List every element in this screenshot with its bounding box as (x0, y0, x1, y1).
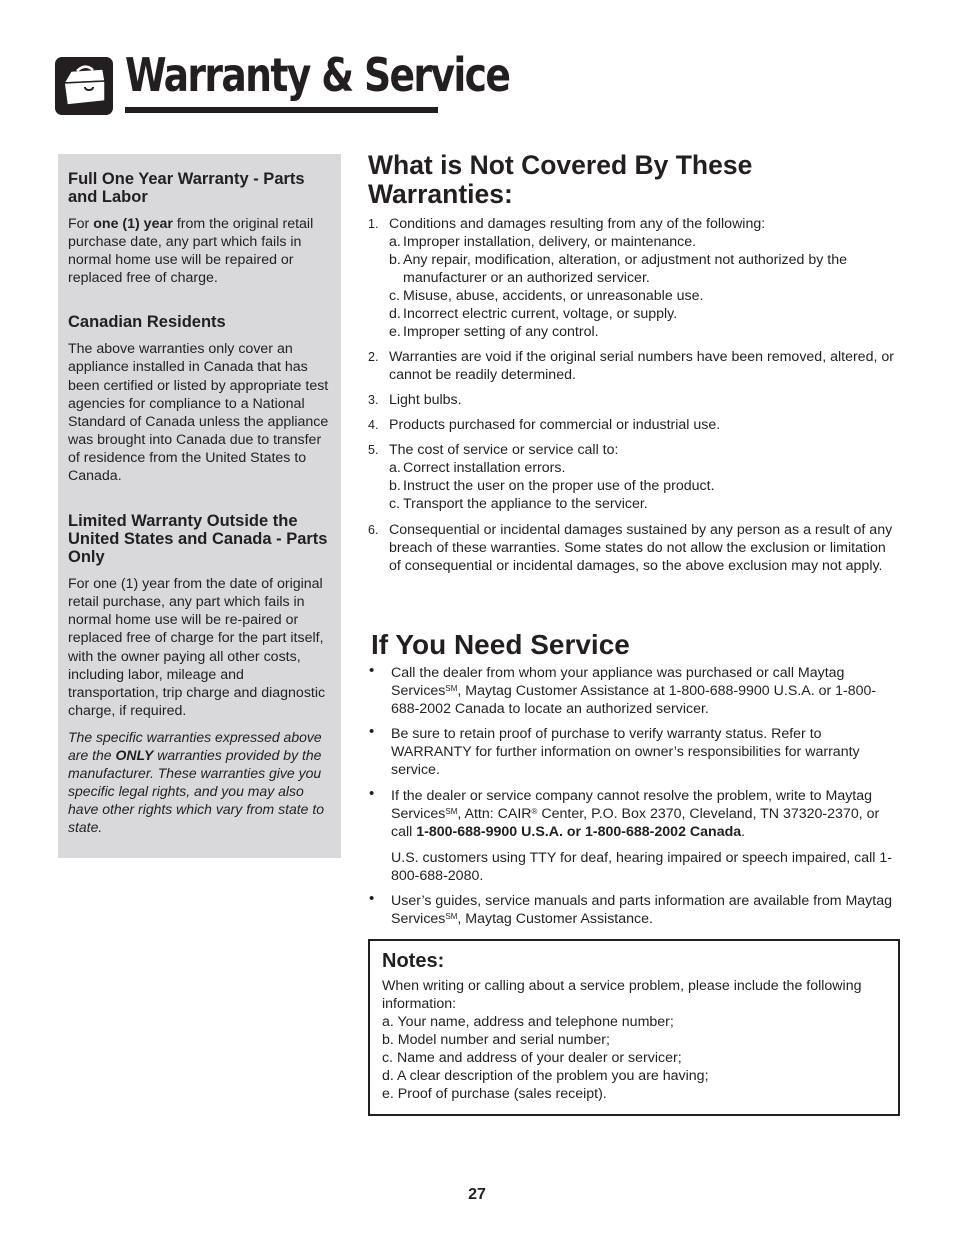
title-underline (125, 107, 438, 113)
list-item: 1. Conditions and damages resulting from any of the following: a. Improper installation, delivery, or maintenance. b. Any repair, modification, alteration, or adjustment not authorized by the manufacturer or an authorized servicer. c. Misuse, abuse, accidents, or unreasonable use. d. Incorrect electric current, voltage, or supply. e. Improper setting of any control. (368, 215, 898, 341)
canadian-residents-heading: Canadian Residents (68, 313, 226, 332)
list-item: 5. The cost of service or service call to: a. Correct installation errors. b. Instruct the user on the proper use of the product. c. Transport the appliance to the servicer. (368, 441, 898, 513)
notes-line: e. Proof of purchase (sales receipt). (382, 1086, 607, 1102)
list-item: • If the dealer or service company cannot resolve the problem, write to Maytag Services℠, Attn: CAIR® Center, P.O. Box 2370, Cleveland, TN 37320-2370, or call 1-800-688-9900 U.S.A. or 1-800-688-2002 Canada. U.S. customers using TTY for deaf, hearing impaired or speech impaired, call 1-800-688-2080. (368, 787, 898, 885)
toolbox-icon (55, 57, 113, 115)
list-item: 3. Light bulbs. (368, 392, 462, 408)
page-number: 27 (468, 1186, 486, 1203)
sub-item: a. Correct installation errors. (389, 460, 566, 476)
sub-item: e. Improper setting of any control. (389, 324, 599, 340)
service-bullets (368, 664, 898, 928)
sub-item: d. Incorrect electric current, voltage, or supply. (389, 306, 678, 322)
sub-item: c. Misuse, abuse, accidents, or unreasonable use. (389, 288, 704, 304)
warranty-sidebar (58, 154, 341, 858)
sub-item: b. Instruct the user on the proper use of the product. (389, 478, 715, 494)
limited-warranty-heading: Limited Warranty Outside the United States and Canada - Parts Only (68, 512, 328, 567)
notes-box (368, 939, 900, 1116)
sub-item: a. Improper installation, delivery, or maintenance. (389, 234, 697, 250)
limited-warranty-text: For one (1) year from the date of original retail purchase, any part which fails in normal home use will be re-paired or replaced free of charge for the part itself, with the owner paying all other costs, including labor, mileage and transportation, trip charge and diagnostic charge, if required. (68, 576, 326, 719)
list-item: 2. Warranties are void if the original serial numbers have been removed, altered, or cannot be readily determined. (368, 349, 894, 383)
notes-line: a. Your name, address and telephone number; (382, 1014, 674, 1030)
list-item: 6. Consequential or incidental damages sustained by any person as a result of any breach of these warranties. Some states do not allow the exclusion or limitation of consequential or incidental damages, so the above exclusion may not apply. (368, 522, 893, 574)
need-service-heading: If You Need Service (371, 629, 630, 660)
list-item: • Call the dealer from whom your appliance was purchased or call Maytag Services℠, Maytag Customer Assistance at 1-800-688-9900 U.S.A. or 1-800-688-2002 Canada to locate an authorized servicer. (369, 662, 877, 717)
list-item: 4. Products purchased for commercial or industrial use. (368, 417, 721, 433)
notes-line: b. Model number and serial number; (382, 1032, 610, 1048)
full-warranty-heading: Full One Year Warranty - Parts and Labor (68, 170, 305, 206)
sub-item: b. Any repair, modification, alteration, or adjustment not authorized by the manufacturer or an authorized servicer. (389, 252, 848, 286)
page-title: Warranty & Service (125, 48, 510, 102)
page-header (55, 48, 510, 122)
notes-heading: Notes: (382, 950, 445, 972)
notes-intro: When writing or calling about a service problem, please include the following information: (382, 978, 862, 1012)
list-item: • Be sure to retain proof of purchase to verify warranty status. Refer to WARRANTY for further information on owner’s responsibilities for warranty service. (369, 723, 860, 778)
not-covered-heading: What is Not Covered By These Warranties: (368, 150, 753, 209)
list-item: • User’s guides, service manuals and parts information are available from Maytag Services℠, Maytag Customer Assistance. (369, 890, 893, 927)
notes-line: c. Name and address of your dealer or servicer; (382, 1050, 682, 1066)
full-warranty-text: For one (1) year from the original retail purchase date, any part which fails in normal home use will be repaired or replaced free of charge. (68, 216, 314, 287)
tty-note: U.S. customers using TTY for deaf, hearing impaired or speech impaired, call 1-800-688-2080. (391, 850, 892, 884)
canadian-residents-text: The above warranties only cover an appliance installed in Canada that has been certified or listed by appropriate test agencies for compliance to a National Standard of Canada unless the appliance was brought into Canada due to transfer of residence from the United States to Canada. (68, 341, 329, 485)
legal-rights-note: The specific warranties expressed above are the ONLY warranties provided by the manufacturer. These warranties give you specific legal rights, and you may also have other rights which vary from state to state. (68, 728, 324, 835)
notes-line: d. A clear description of the problem you are having; (382, 1068, 709, 1084)
sub-item: c. Transport the appliance to the servicer. (389, 496, 648, 512)
not-covered-list (368, 215, 898, 575)
